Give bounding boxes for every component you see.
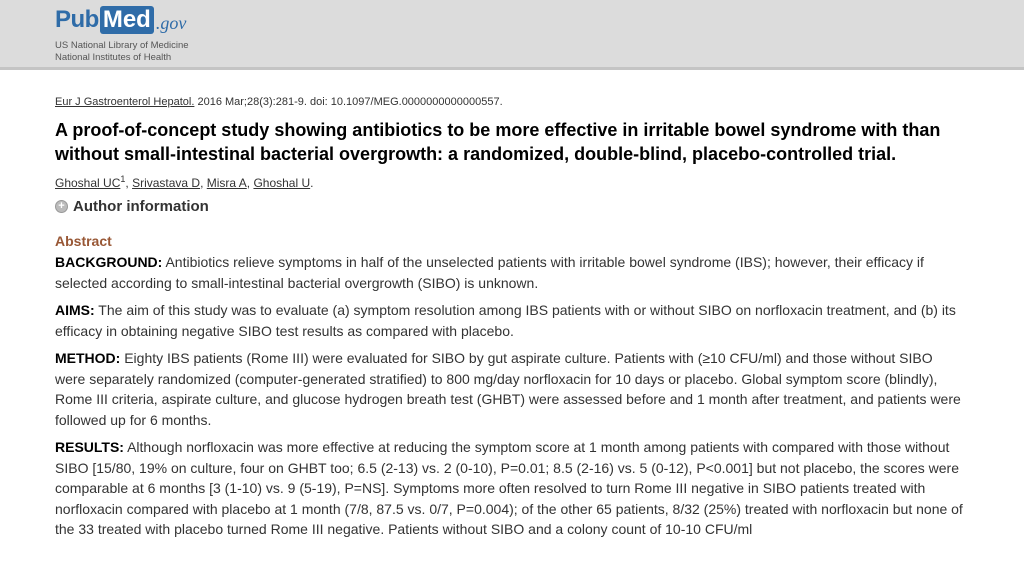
section-label: RESULTS: [55, 439, 124, 455]
logo-med: Med [100, 6, 154, 34]
pubmed-logo[interactable] [55, 6, 186, 34]
abstract-results [55, 437, 965, 540]
author-list: Ghoshal $UC^1$, Srivastava D, Misra A, Ghoshal U. [55, 174, 314, 190]
logo-pub: Pub [55, 6, 99, 33]
abstract-heading: Abstract [55, 233, 112, 249]
section-text: The aim of this study was to evaluate (a) symptom resolution among IBS patients with or without SIBO on norfloxacin treatment, and (b) its efficacy in obtaining negative SIBO test results as compared with placebo. [55, 302, 956, 339]
author-link[interactable]: Misra A [206, 176, 247, 190]
expand-plus-icon: + [55, 200, 68, 213]
section-label: AIMS: [55, 302, 95, 318]
abstract-background [55, 252, 965, 293]
abstract-method [55, 348, 965, 430]
author-link[interactable]: Ghoshal UC [55, 176, 121, 190]
article-title: A proof-of-concept study showing antibiotics to be more effective in irritable bowel syndrome with than without small-intestinal bacterial overgrowth: a randomized, double-blind, placebo-controlled trial. [55, 120, 941, 164]
citation [55, 96, 965, 108]
section-label: METHOD: [55, 350, 121, 366]
section-text: Although norfloxacin was more effective at reducing the symptom score at 1 month among patients with compared with those without SIBO [15/80, 19% on culture, four on GHBT too; 6.5 (2-13) vs. 2 (0-10), P=0.01; 8.5 (2-16) vs. 5 (0-12), P<0.001] but not placebo, the scores were comparable at 6 months [3 (1-10) vs. 9 (5-19), P=NS]. Symptoms more often resolved to turn Rome III negative in SIBO patients treated with norfloxacin compared with placebo at 1 month (7/8, 87.5 vs. 0/7, P=0.004); of the other 65 patients, 8/32 (25%) treated with norfloxacin but none of the 33 treated with placebo turned Rome III negative. Patients without SIBO and a colony count of 10-10 CFU/ml [55, 439, 963, 537]
author-link[interactable]: Ghoshal U [253, 176, 311, 190]
author-information-label: Author information [73, 198, 209, 215]
abstract-aims [55, 300, 965, 341]
journal-link[interactable]: Eur J Gastroenterol Hepatol. [55, 96, 195, 108]
section-text: Antibiotics relieve symptoms in half of the unselected patients with irritable bowel syndrome (IBS); however, their efficacy if selected according to small-intestinal bacterial overgrowth (SIBO) is unknown. [55, 254, 924, 291]
article-content [55, 96, 965, 547]
author-affiliation-sup: 1 [120, 174, 126, 184]
author-link[interactable]: Srivastava D [132, 176, 201, 190]
org-line-1: US National Library of Medicine [55, 40, 189, 51]
section-text: Eighty IBS patients (Rome III) were evaluated for SIBO by gut aspirate culture. Patients with (≥10 CFU/ml) and those without SIBO were separately randomized (computer-generated stratified) to 800 mg/day norfloxacin for 10 days or placebo. Global symptom score (blindly), Rome III criteria, aspirate culture, and glucose hydrogen breath test (GHBT) were assessed before and 1 month after treatment, and patients were followed up for 6 months. [55, 350, 961, 428]
site-header [0, 0, 1024, 70]
author-information-toggle[interactable] [55, 198, 965, 215]
organization-name [55, 40, 189, 64]
logo-gov: .gov [155, 13, 187, 33]
section-label: BACKGROUND: [55, 254, 163, 270]
citation-details: 2016 Mar;28(3):281-9. doi: 10.1097/MEG.0000000000000557. [194, 96, 503, 108]
org-line-2: National Institutes of Health [55, 52, 172, 63]
